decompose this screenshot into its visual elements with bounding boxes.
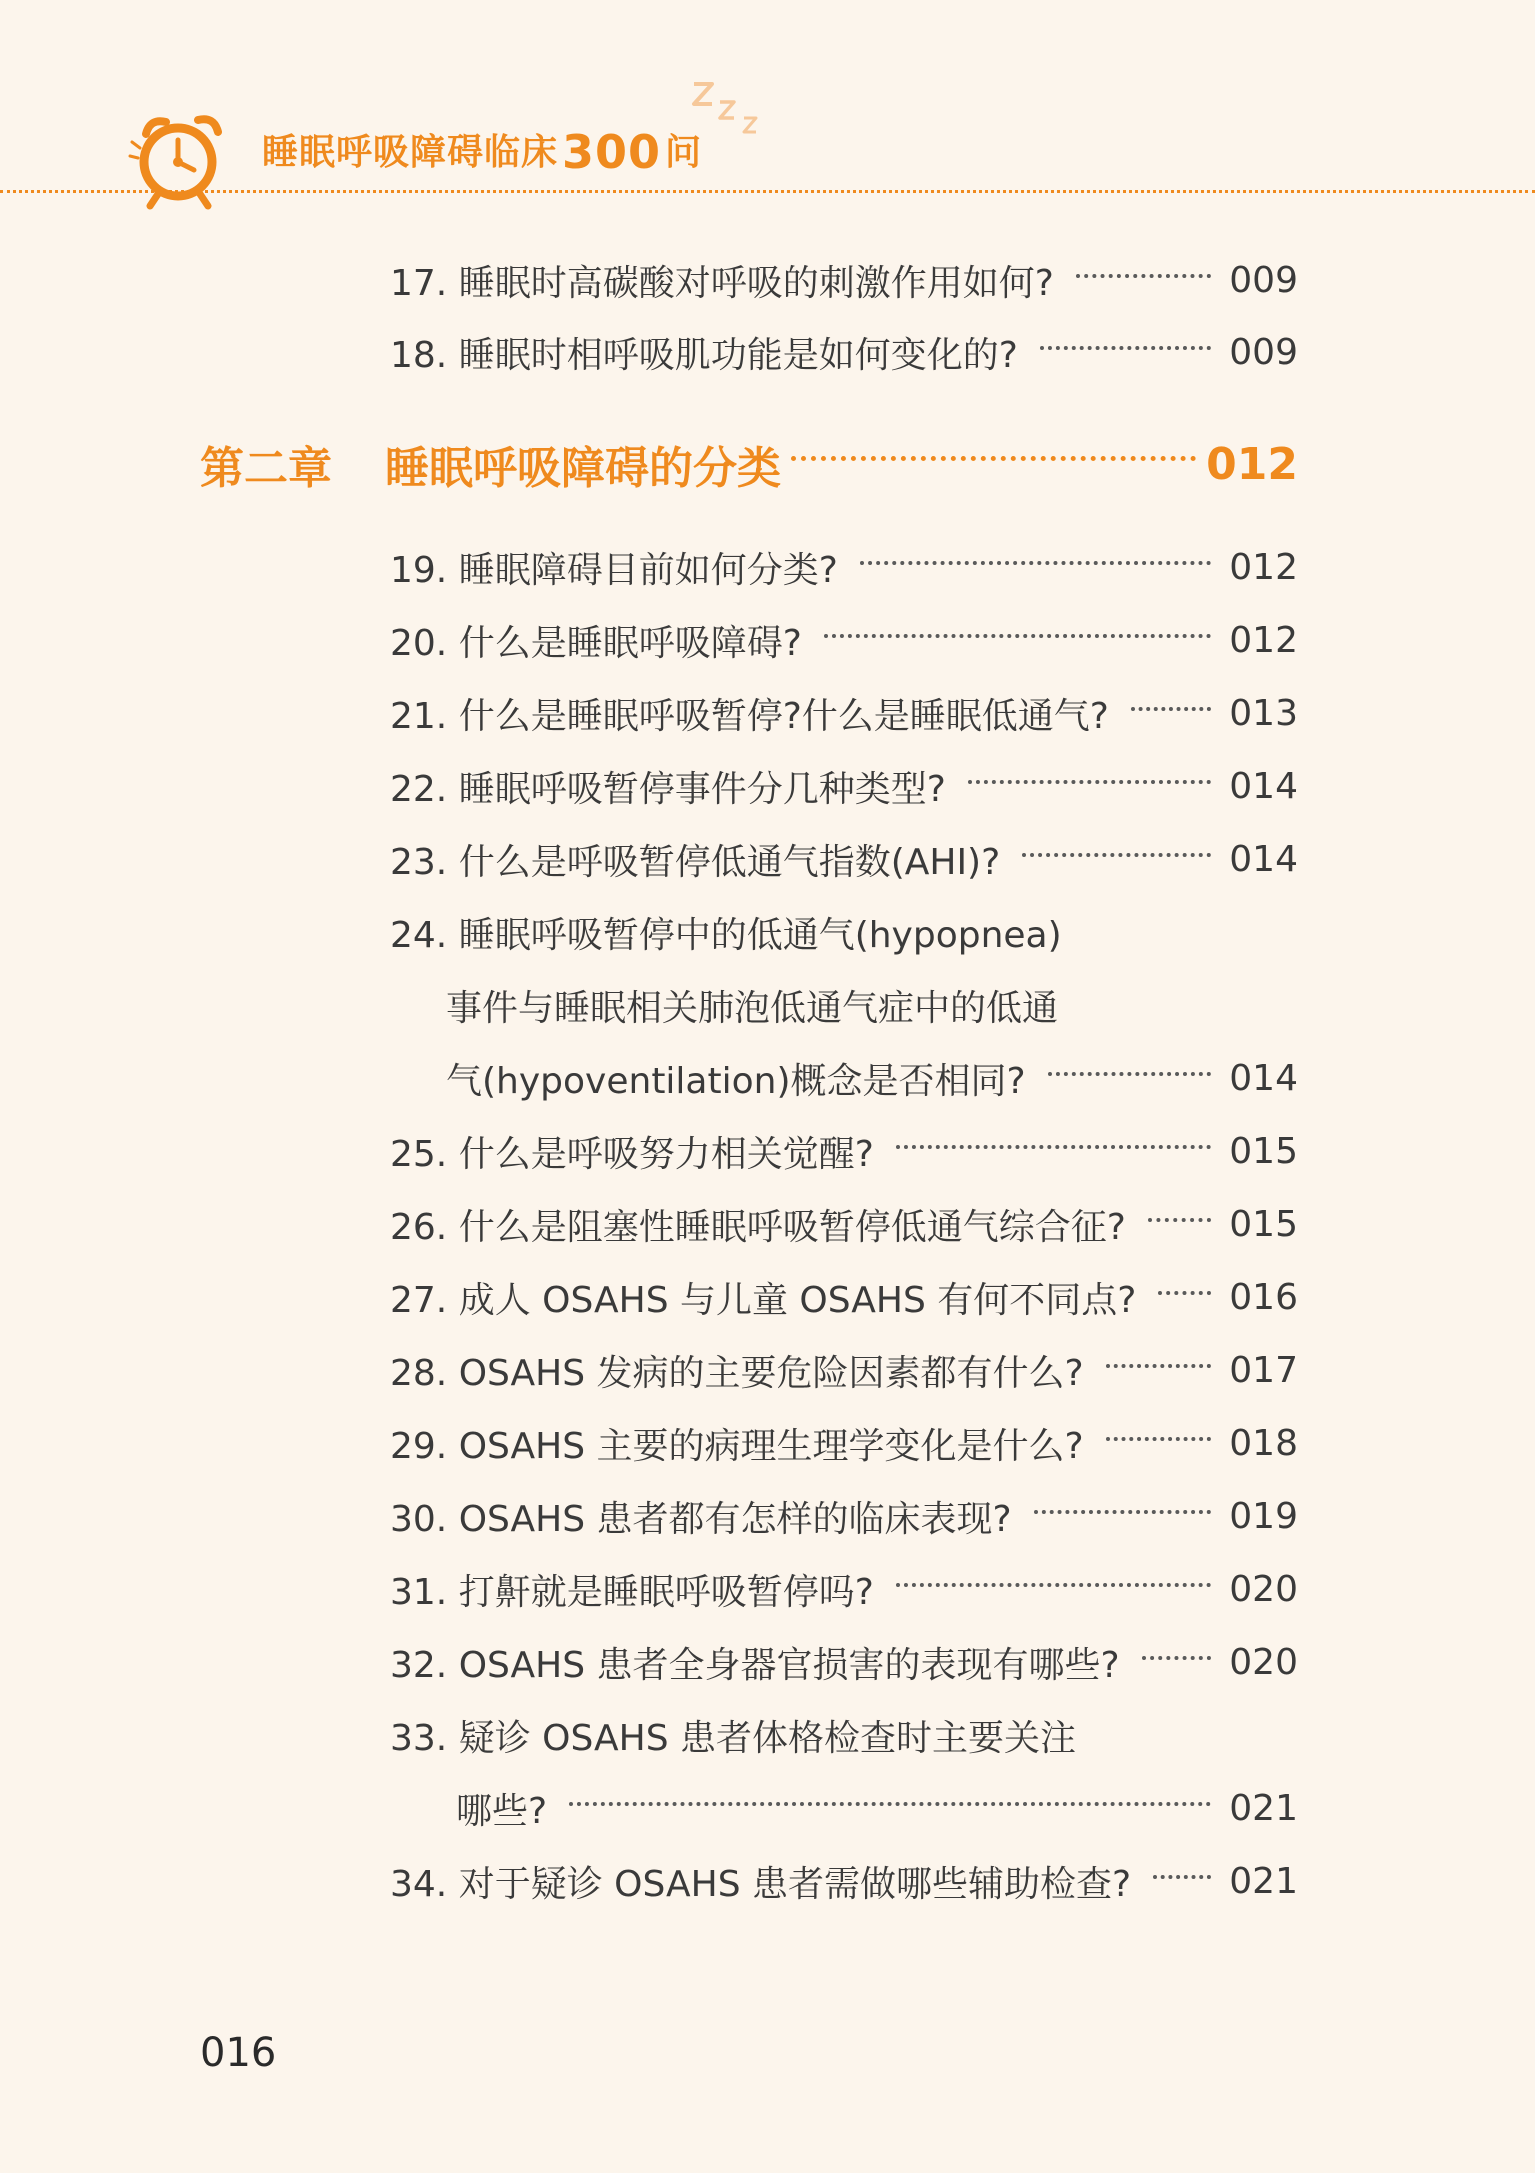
toc-entry-20[interactable] [390,610,1298,670]
leader-dots [1142,1656,1212,1660]
toc-entry-page: 014 [1229,838,1298,880]
toc-entry-text: 21. 什么是睡眠呼吸暂停?什么是睡眠低通气? [390,695,1109,737]
toc-entry-text: 18. 睡眠时相呼吸肌功能是如何变化的? [390,334,1018,376]
toc-entry-page: 019 [1229,1495,1298,1537]
leader-dots [968,780,1211,784]
leader-dots [569,1802,1211,1806]
leader-dots [1131,707,1211,711]
page-number: 016 [200,2030,277,2076]
toc-entry-23[interactable] [390,829,1298,889]
leader-dots [824,634,1211,638]
toc-entry-page: 013 [1229,692,1298,734]
toc-entry-page: 021 [1229,1787,1298,1829]
leader-dots [1106,1364,1212,1368]
leader-dots [1048,1072,1212,1076]
toc-entry-text: 26. 什么是阻塞性睡眠呼吸暂停低通气综合征? [390,1206,1126,1248]
toc-entry-33-line-2[interactable] [456,1778,1298,1838]
toc-entry-page: 014 [1229,765,1298,807]
leader-dots [896,1583,1211,1587]
toc-entry-30[interactable] [390,1486,1298,1546]
book-title-suffix: 问 [665,132,703,173]
toc-entry-page: 020 [1229,1641,1298,1683]
toc-entry-17[interactable] [390,250,1298,310]
toc-entry-24-line-2 [446,975,1298,1035]
toc-entry-page: 015 [1229,1203,1298,1245]
toc-entry-text: 17. 睡眠时高碳酸对呼吸的刺激作用如何? [390,262,1054,304]
toc-entry-page: 020 [1229,1568,1298,1610]
toc-entry-text: 27. 成人 OSAHS 与儿童 OSAHS 有何不同点? [390,1279,1137,1321]
zzz-icon [690,78,780,148]
leader-dots [1076,274,1211,278]
book-title-prefix: 睡眠呼吸障碍临床 [262,132,559,173]
toc-entry-text: 24. 睡眠呼吸暂停中的低通气(hypopnea) [390,914,1062,956]
toc-entry-text: 33. 疑诊 OSAHS 患者体格检查时主要关注 [390,1717,1076,1759]
toc-entry-text: 31. 打鼾就是睡眠呼吸暂停吗? [390,1571,874,1613]
toc-entry-text: 22. 睡眠呼吸暂停事件分几种类型? [390,768,946,810]
toc-entry-page: 021 [1229,1860,1298,1902]
toc-entry-19[interactable] [390,537,1298,597]
leader-dots [1022,853,1211,857]
toc-entry-29[interactable] [390,1413,1298,1473]
toc-entry-21[interactable] [390,683,1298,743]
alarm-clock-icon [128,104,238,214]
toc-entry-page: 012 [1229,546,1298,588]
toc-entry-text-continued: 事件与睡眠相关肺泡低通气症中的低通 [446,987,1059,1029]
toc-entry-27[interactable] [390,1267,1298,1327]
toc-entry-text: 32. OSAHS 患者全身器官损害的表现有哪些? [390,1644,1120,1686]
leader-dots [1106,1437,1212,1441]
chapter-page: 012 [1206,438,1298,490]
toc-entry-page: 014 [1229,1057,1298,1099]
toc-entry-page: 015 [1229,1130,1298,1172]
leader-dots [1148,1218,1211,1222]
leader-dots [896,1145,1211,1149]
toc-entry-page: 012 [1229,619,1298,661]
toc-entry-text: 20. 什么是睡眠呼吸障碍? [390,622,802,664]
toc-entry-page: 018 [1229,1422,1298,1464]
toc-entry-page: 009 [1229,331,1298,373]
toc-entry-text-continued: 哪些? [456,1790,548,1832]
toc-entry-text: 30. OSAHS 患者都有怎样的临床表现? [390,1498,1012,1540]
leader-dots [1040,346,1211,350]
toc-entry-32[interactable] [390,1632,1298,1692]
toc-entry-18[interactable] [390,322,1298,382]
toc-entry-33[interactable] [390,1705,1298,1765]
book-title [262,124,702,179]
toc-entry-24-line-3[interactable] [446,1048,1298,1108]
leader-dots [860,561,1211,565]
running-header [0,0,1535,200]
book-title-number: 300 [562,125,662,179]
leader-dots [1034,1510,1212,1514]
toc-entry-text: 29. OSAHS 主要的病理生理学变化是什么? [390,1425,1084,1467]
toc-entry-page: 009 [1229,259,1298,301]
toc-entry-text: 28. OSAHS 发病的主要危险因素都有什么? [390,1352,1084,1394]
toc-entry-25[interactable] [390,1121,1298,1181]
toc-entry-page: 016 [1229,1276,1298,1318]
toc-entry-34[interactable] [390,1851,1298,1911]
toc-entry-text: 23. 什么是呼吸暂停低通气指数(AHI)? [390,841,1001,883]
header-dotted-rule [0,190,1535,193]
toc-entry-text-continued: 气(hypoventilation)概念是否相同? [446,1060,1026,1102]
toc-entry-28[interactable] [390,1340,1298,1400]
toc-entry-text: 25. 什么是呼吸努力相关觉醒? [390,1133,874,1175]
toc-entry-text: 19. 睡眠障碍目前如何分类? [390,549,838,591]
toc-entry-text: 34. 对于疑诊 OSAHS 患者需做哪些辅助检查? [390,1863,1132,1905]
leader-dots [791,456,1196,461]
toc-entry-22[interactable] [390,756,1298,816]
toc-entry-26[interactable] [390,1194,1298,1254]
leader-dots [1153,1875,1211,1879]
chapter-label: 第二章 [200,443,332,494]
leader-dots [1158,1291,1211,1295]
toc-entry-page: 017 [1229,1349,1298,1391]
toc-entry-31[interactable] [390,1559,1298,1619]
chapter-title: 睡眠呼吸障碍的分类 [385,443,781,494]
toc-entry-24[interactable] [390,902,1298,962]
chapter-heading[interactable] [200,434,1298,494]
